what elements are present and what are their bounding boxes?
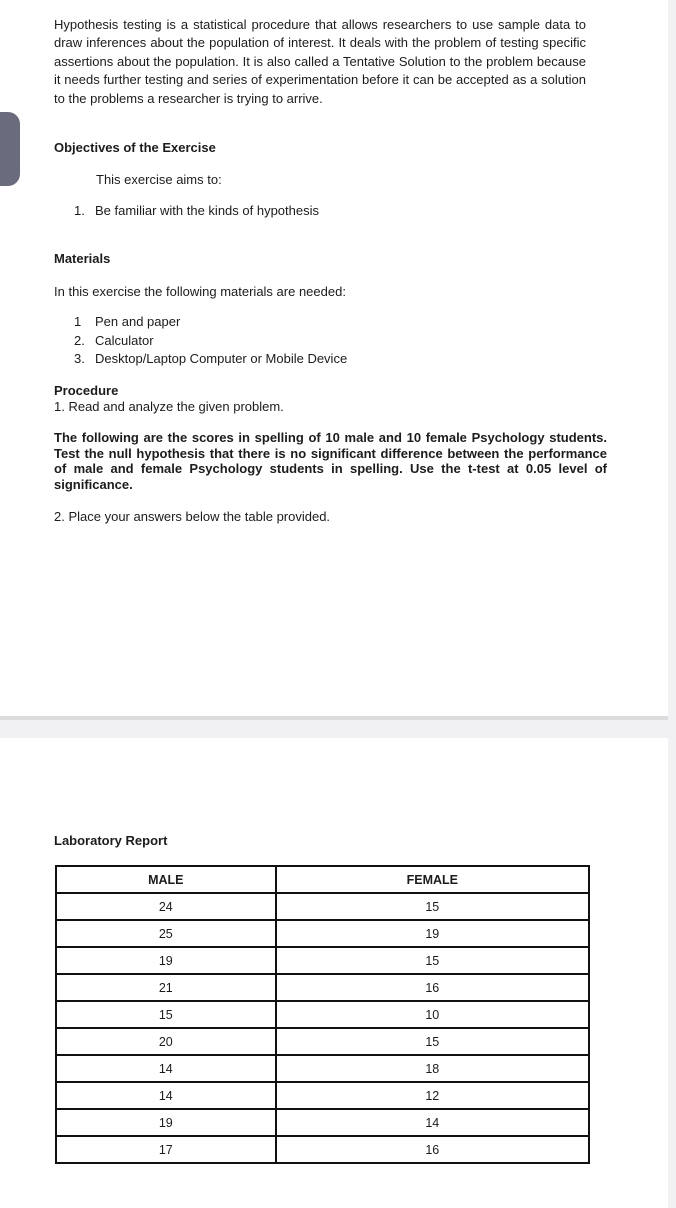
problem-statement: The following are the scores in spelling of 10 male and 10 female Psychology students. Test the null hypothesis that there is no significant difference between the performance of male and female Psychology students in spelling. Use the t-test at 0.05 level of significance. [54, 430, 607, 492]
procedure-step-1: 1. Read and analyze the given problem. [54, 399, 284, 414]
female-score: 19 [276, 920, 589, 947]
table-row [56, 1001, 589, 1028]
list-item: 1. Be familiar with the kinds of hypothesis [74, 203, 319, 218]
table-row [56, 947, 589, 974]
report-title: Laboratory Report [54, 833, 168, 848]
table-row [56, 1109, 589, 1136]
female-score: 18 [276, 1055, 589, 1082]
intro-paragraph: Hypothesis testing is a statistical procedure that allows researchers to use sample data to draw inferences about the population of interest. It deals with the problem of testing specific assertions about the population. It is also called a Tentative Solution to the problem because it needs further testing and series of experimentation before it can be accepted as a solution to the problems a researcher is trying to arrive. [54, 17, 586, 106]
male-score: 14 [56, 1055, 276, 1082]
objectives-list [74, 202, 319, 221]
female-score: 16 [276, 1136, 589, 1163]
female-score: 15 [276, 947, 589, 974]
female-score: 12 [276, 1082, 589, 1109]
table-header-row [56, 866, 589, 893]
materials-lead: In this exercise the following materials are needed: [54, 284, 346, 299]
list-item: 2. Calculator [74, 332, 154, 348]
list-item: 1 Pen and paper [74, 314, 181, 329]
male-score: 15 [56, 1001, 276, 1028]
male-score: 24 [56, 893, 276, 920]
objectives-lead: This exercise aims to: [96, 172, 222, 187]
procedure-heading: Procedure [54, 383, 119, 398]
table-row [56, 920, 589, 947]
list-item: 3. Desktop/Laptop Computer or Mobile Device [74, 351, 348, 366]
table-row [56, 1028, 589, 1055]
male-score: 25 [56, 920, 276, 947]
column-header-female: FEMALE [276, 866, 589, 893]
procedure-step-2: 2. Place your answers below the table provided. [54, 509, 331, 524]
male-score: 14 [56, 1082, 276, 1109]
document-page-2 [0, 738, 668, 1208]
female-score: 16 [276, 974, 589, 1001]
male-score: 19 [56, 1109, 276, 1136]
objectives-heading: Objectives of the Exercise [54, 140, 216, 155]
materials-list [74, 313, 347, 369]
table-row [56, 1136, 589, 1163]
column-header-male: MALE [56, 866, 276, 893]
table-row [56, 1055, 589, 1082]
female-score: 14 [276, 1109, 589, 1136]
side-panel-tab[interactable] [0, 112, 20, 186]
table-row [56, 1082, 589, 1109]
male-score: 20 [56, 1028, 276, 1055]
scores-table [55, 865, 590, 1164]
female-score: 15 [276, 1028, 589, 1055]
table-row [56, 974, 589, 1001]
female-score: 10 [276, 1001, 589, 1028]
materials-heading: Materials [54, 251, 111, 266]
female-score: 15 [276, 893, 589, 920]
male-score: 17 [56, 1136, 276, 1163]
male-score: 19 [56, 947, 276, 974]
table-row [56, 893, 589, 920]
male-score: 21 [56, 974, 276, 1001]
